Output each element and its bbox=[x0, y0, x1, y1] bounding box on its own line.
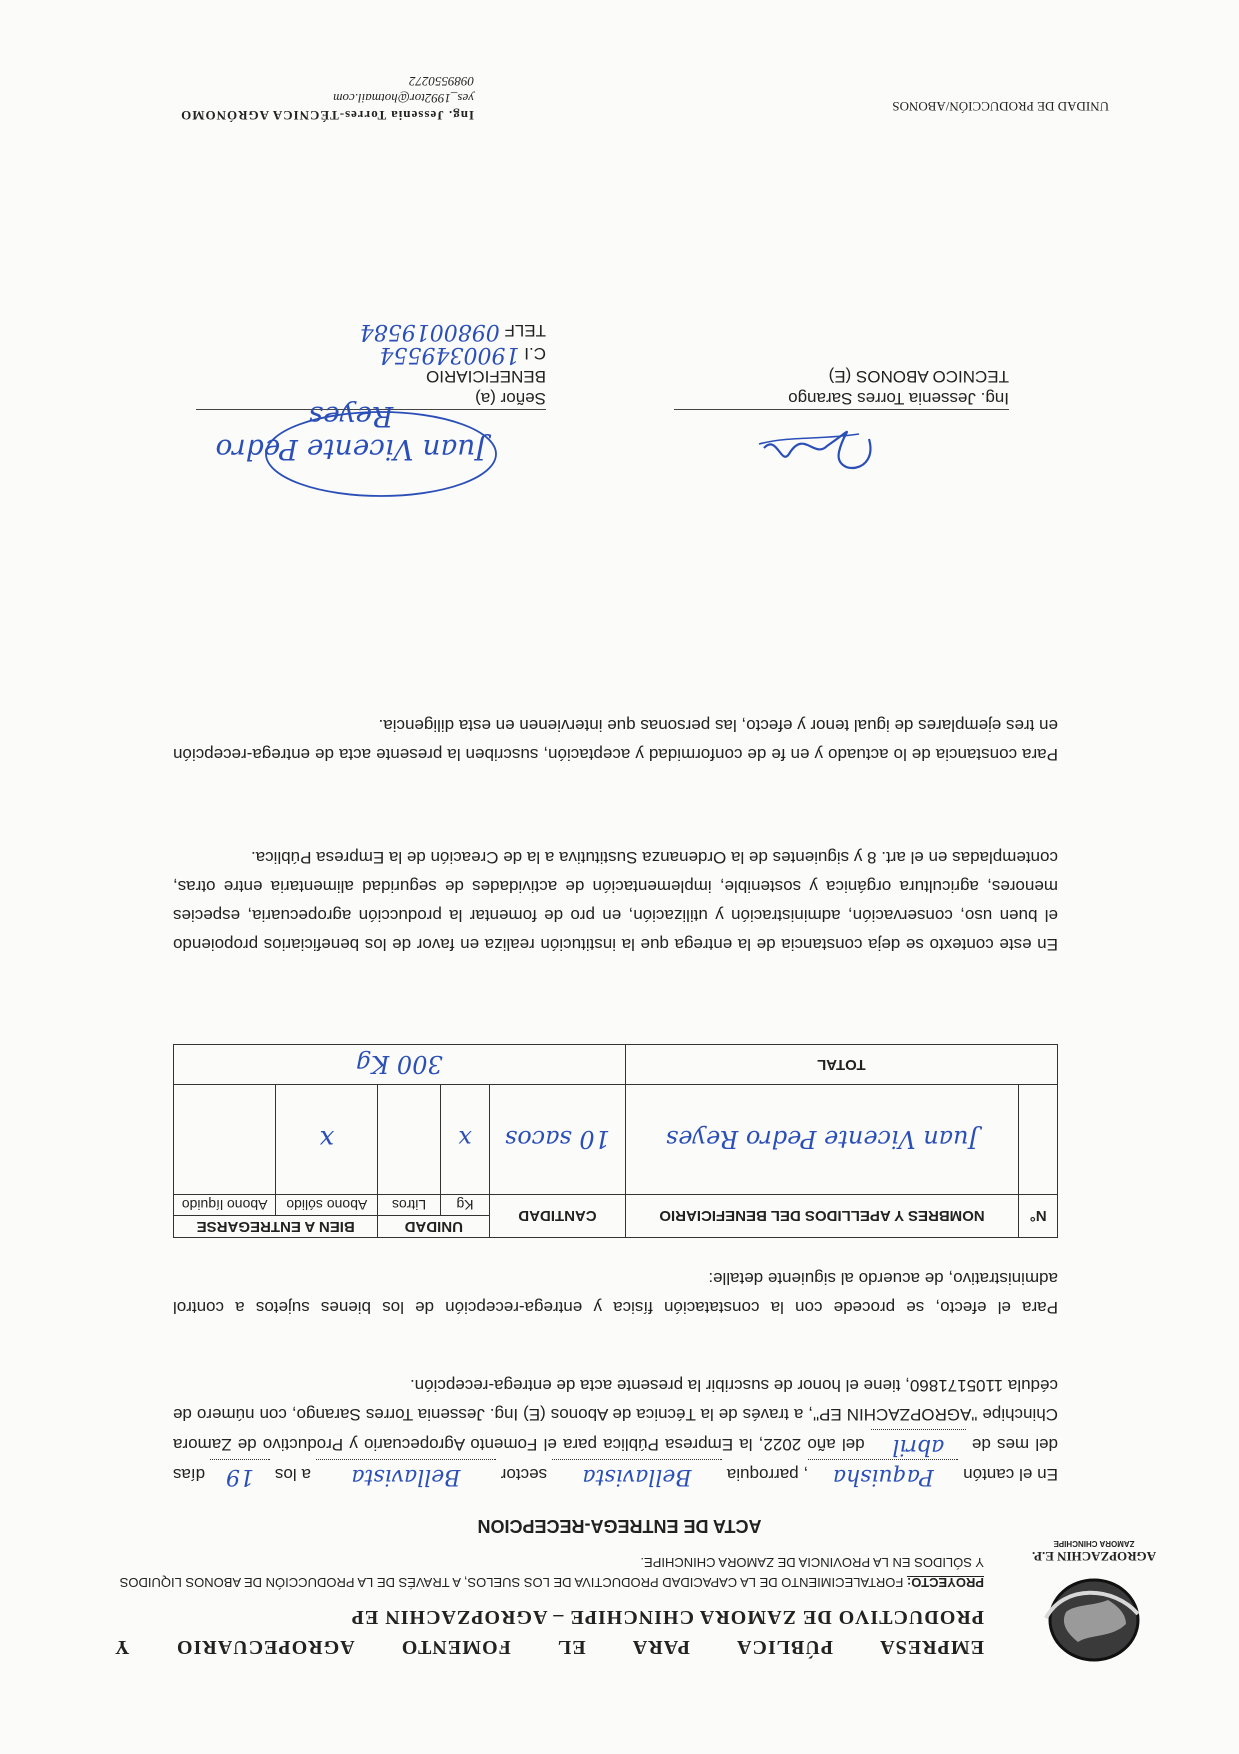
beneficiary-title: Señor (a) bbox=[475, 389, 546, 408]
table-header-row bbox=[174, 1216, 1058, 1238]
canton-value: Paquisha bbox=[832, 1464, 934, 1489]
procedure-paragraph: Para el efecto, se procede con la constatación física y entrega-recepción de los bienes sujetos a control administrativo, de acuerdo al siguiente detalle: bbox=[173, 1269, 1058, 1317]
footer-email: yes_1992tor@hotmail.com bbox=[333, 91, 474, 106]
header-abono-solido: Abono sólido bbox=[276, 1195, 378, 1216]
beneficiary-signature: Juan Vicente Pedro Reyes bbox=[215, 400, 487, 466]
cell-quantity: 10 sacos bbox=[490, 1085, 626, 1195]
footer-contact bbox=[180, 73, 474, 124]
month-value: abril bbox=[892, 1434, 945, 1459]
technician-name: Ing. Jessenia Torres Sarango bbox=[788, 389, 1009, 408]
header-good: BIEN A ENTREGARSE bbox=[174, 1216, 378, 1238]
parroquia-value: Bellavista bbox=[582, 1464, 692, 1489]
footer-phone: 0989550272 bbox=[409, 74, 474, 89]
intro-text-1: En el cantón bbox=[963, 1465, 1058, 1484]
header-kg: Kg bbox=[440, 1195, 489, 1216]
context-paragraph: En este contexto se deja constancia de la entrega que la institución realiza en favor de los beneficiarios propoiendo el buen uso, conservación, administración y utilización, en pro de fomentar la producción agropecuaria, especies menores, agricultura orgánica y sostenible, implementación de actividades de seguridad alimentaria entre otras, contempladas en el art. 8 y siguientes de la Ordenanza Sustitutiva a la de Creación de la Empresa Pública. bbox=[173, 848, 1058, 954]
intro-text-2: , parroquia bbox=[726, 1465, 809, 1484]
ci-value: 1900349554 bbox=[379, 342, 520, 367]
table-total-row bbox=[174, 1045, 1058, 1085]
total-value: 300 Kg bbox=[174, 1045, 626, 1085]
month-field bbox=[871, 1429, 966, 1459]
cell-beneficiary: Juan Vicente Pedro Reyes bbox=[625, 1085, 1019, 1195]
header-number: N° bbox=[1019, 1195, 1058, 1238]
telf-value: 0980019584 bbox=[359, 319, 500, 344]
technician-role: TECNICO ABONOS (E) bbox=[828, 367, 1009, 386]
cell-kg: x bbox=[440, 1085, 489, 1195]
intro-text-7: del año 2022, la Empresa Pública para el Fomento Agropecuario y Productivo de Zamora Chinchipe "AGROPZACHIN EP", a través de la Técnica de Abonos (E) Ing. Jessenia Torres Sarango, con número de cédula 1105171860, tiene el honor de suscribir la presente acta de entrega-recepción. bbox=[173, 1376, 1058, 1454]
organization-title-line1: EMPRESA PÚBLICA PARA EL FOMENTO AGROPECUARIO Y bbox=[114, 1636, 984, 1658]
table-row bbox=[174, 1085, 1058, 1195]
sector-field bbox=[316, 1459, 496, 1489]
footer-unit: UNIDAD DE PRODUCCIÓN/ABONOS bbox=[892, 99, 1109, 114]
canton-field bbox=[808, 1459, 958, 1489]
parroquia-field bbox=[552, 1459, 722, 1489]
organization-title bbox=[114, 1602, 984, 1662]
organization-title-line2: PRODUCTIVO DE ZAMORA CHINCHIPE – AGROPZACHIN EP bbox=[350, 1606, 984, 1628]
header-litros: Litros bbox=[378, 1195, 440, 1216]
technician-signature-line bbox=[674, 409, 1009, 410]
footer-name: Ing. Jessenia Torres-TÉCNICA AGRÓNOMO bbox=[180, 108, 474, 123]
beneficiary-signature-block bbox=[196, 319, 546, 484]
beneficiary-ci bbox=[196, 342, 546, 365]
header-abono-liquido: Abono líquido bbox=[174, 1195, 276, 1216]
telf-label: TELF bbox=[504, 321, 546, 340]
header-unit: UNIDAD bbox=[378, 1216, 490, 1238]
cell-abono-liquido bbox=[174, 1085, 276, 1195]
document-title: ACTA DE ENTREGA-RECEPCION bbox=[477, 1516, 762, 1536]
header-beneficiary: NOMBRES Y APELLIDOS DEL BENEFICIARIO bbox=[625, 1195, 1019, 1238]
delivery-table bbox=[173, 1044, 1058, 1238]
beneficiary-signature-area bbox=[196, 400, 546, 484]
header-quantity: CANTIDAD bbox=[490, 1195, 626, 1238]
closing-paragraph: Para constancia de lo actuado y en fe de conformidad y aceptación, suscriben la presente acta de entrega-recepción en tres ejemplares de igual tenor y efecto, las personas que intervienen en esta diligencia. bbox=[173, 716, 1058, 764]
intro-text-4: a bbox=[301, 1465, 311, 1484]
beneficiary-role: BENEFICIARIO bbox=[426, 367, 546, 386]
intro-text-5: los bbox=[274, 1465, 297, 1484]
company-logo bbox=[1024, 1539, 1164, 1664]
cell-abono-solido: x bbox=[276, 1085, 378, 1195]
technician-signature-icon bbox=[674, 414, 1009, 484]
globe-logo-icon bbox=[1024, 1569, 1164, 1664]
intro-paragraph bbox=[173, 1371, 1058, 1489]
intro-text-6: días del mes de bbox=[172, 1435, 1058, 1484]
technician-signature-block bbox=[674, 365, 1009, 484]
beneficiary-phone bbox=[196, 319, 546, 342]
day-value: 19 bbox=[226, 1464, 254, 1489]
project-text: FORTALECIMIENTO DE LA CAPACIDAD PRODUCTIVA DE LOS SUELOS, A TRAVÉS DE LA PRODUCCIÓN DE ABONOS LIQUIDOS Y SÓLIDOS EN LA PROVINCIA DE ZAMORA CHINCHIPE. bbox=[119, 1555, 984, 1590]
sector-value: Bellavista bbox=[351, 1464, 461, 1489]
project-label: PROYECTO: bbox=[906, 1575, 984, 1590]
day-field bbox=[210, 1459, 270, 1489]
cell-litros bbox=[378, 1085, 440, 1195]
ci-label: C.I bbox=[524, 344, 546, 363]
logo-name: AGROPZACHIN E.P. bbox=[1031, 1549, 1157, 1564]
total-label: TOTAL bbox=[625, 1045, 1057, 1085]
intro-text-3: sector bbox=[500, 1465, 548, 1484]
logo-subtitle: ZAMORA CHINCHIPE bbox=[1053, 1539, 1135, 1548]
cell-number bbox=[1019, 1085, 1058, 1195]
project-description bbox=[114, 1552, 984, 1592]
